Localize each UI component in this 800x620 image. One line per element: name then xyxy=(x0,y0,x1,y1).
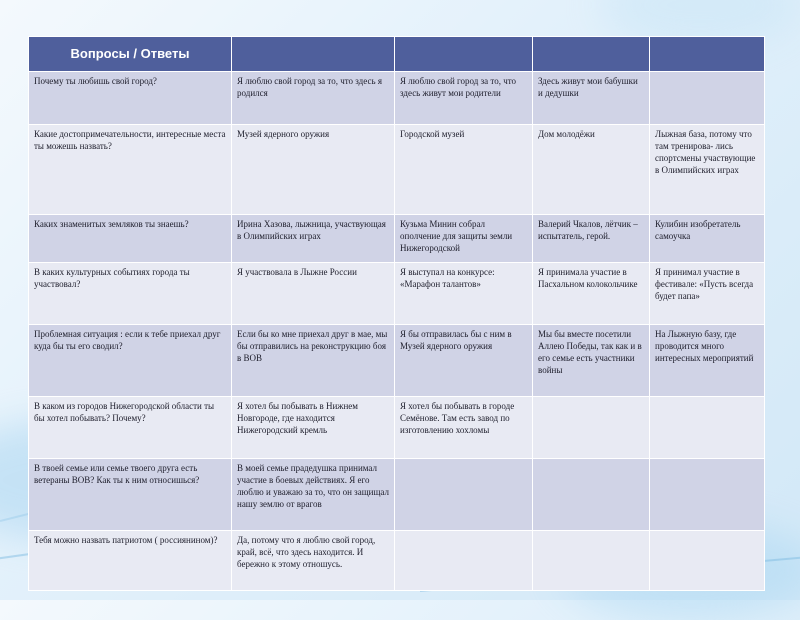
table-row xyxy=(29,72,765,125)
answer-cell: Я хотел бы побывать в Нижнем Новгороде, где находится Нижегородский кремль xyxy=(232,397,395,459)
answer-cell: Музей ядерного оружия xyxy=(232,125,395,215)
answer-cell xyxy=(650,459,765,531)
answer-cell xyxy=(395,531,533,591)
table-row xyxy=(29,263,765,325)
answer-cell: Я принимал участие в фестивале: «Пусть всегда будет папа» xyxy=(650,263,765,325)
table-header-row xyxy=(29,37,765,72)
answer-cell: Лыжная база, потому что там тренирова- лись спортсмены участвующие в Олимпийских играх xyxy=(650,125,765,215)
answer-cell: Я бы отправилась бы с ним в Музей ядерного оружия xyxy=(395,325,533,397)
answer-cell: Мы бы вместе посетили Аллею Победы, так как и в его семье есть участники войны xyxy=(533,325,650,397)
table-row xyxy=(29,397,765,459)
question-cell: Какие достопримечательности, интересные места ты можешь назвать? xyxy=(29,125,232,215)
answer-cell: Кулибин изобретатель самоучка xyxy=(650,215,765,263)
answer-cell: Я выступал на конкурсе: «Марафон талантов» xyxy=(395,263,533,325)
answer-cell xyxy=(650,531,765,591)
answer-cell: Здесь живут мои бабушки и дедушки xyxy=(533,72,650,125)
answer-cell: В моей семье прадедушка принимал участие в боевых действиях. Я его люблю и уважаю за то, что он защищал нашу землю от врагов xyxy=(232,459,395,531)
question-cell: Тебя можно назвать патриотом ( россиянином)? xyxy=(29,531,232,591)
answer-cell: Если бы ко мне приехал друг в мае, мы бы отправились на реконструкцию боя в ВОВ xyxy=(232,325,395,397)
answer-cell: Городской музей xyxy=(395,125,533,215)
table-row xyxy=(29,325,765,397)
table-row xyxy=(29,459,765,531)
header-cell xyxy=(533,37,650,72)
answer-cell: Я участвовала в Лыжне России xyxy=(232,263,395,325)
header-cell xyxy=(232,37,395,72)
answer-cell: Валерий Чкалов, лётчик – испытатель, герой. xyxy=(533,215,650,263)
answer-cell: На Лыжную базу, где проводится много интересных мероприятий xyxy=(650,325,765,397)
answer-cell: Ирина Хазова, лыжница, участвующая в Олимпийских играх xyxy=(232,215,395,263)
header-cell xyxy=(395,37,533,72)
answer-cell: Дом молодёжи xyxy=(533,125,650,215)
table-row xyxy=(29,215,765,263)
answer-cell xyxy=(533,531,650,591)
answer-cell: Я хотел бы побывать в городе Семёнове. Там есть завод по изготовлению хохломы xyxy=(395,397,533,459)
answer-cell: Я люблю свой город за то, что здесь живут мои родители xyxy=(395,72,533,125)
question-cell: Проблемная ситуация : если к тебе приехал друг куда бы ты его сводил? xyxy=(29,325,232,397)
answer-cell xyxy=(395,459,533,531)
answer-cell: Кузьма Минин собрал ополчение для защиты земли Нижегородской xyxy=(395,215,533,263)
answer-cell: Я принимала участие в Пасхальном колокольчике xyxy=(533,263,650,325)
question-cell: В каком из городов Нижегородской области ты бы хотел побывать? Почему? xyxy=(29,397,232,459)
table-row xyxy=(29,531,765,591)
question-cell: Почему ты любишь свой город? xyxy=(29,72,232,125)
answer-cell: Да, потому что я люблю свой город, край, всё, что здесь находится. И бережно к этому отношусь. xyxy=(232,531,395,591)
answer-cell xyxy=(650,397,765,459)
table-row xyxy=(29,125,765,215)
answer-cell xyxy=(533,397,650,459)
qa-table xyxy=(28,36,765,591)
header-cell-questions-answers: Вопросы / Ответы xyxy=(29,37,232,72)
answer-cell xyxy=(533,459,650,531)
question-cell: В каких культурных событиях города ты участвовал? xyxy=(29,263,232,325)
answer-cell xyxy=(650,72,765,125)
question-cell: Каких знаменитых земляков ты знаешь? xyxy=(29,215,232,263)
header-cell xyxy=(650,37,765,72)
question-cell: В твоей семье или семье твоего друга есть ветераны ВОВ? Как ты к ним относишься? xyxy=(29,459,232,531)
answer-cell: Я люблю свой город за то, что здесь я родился xyxy=(232,72,395,125)
